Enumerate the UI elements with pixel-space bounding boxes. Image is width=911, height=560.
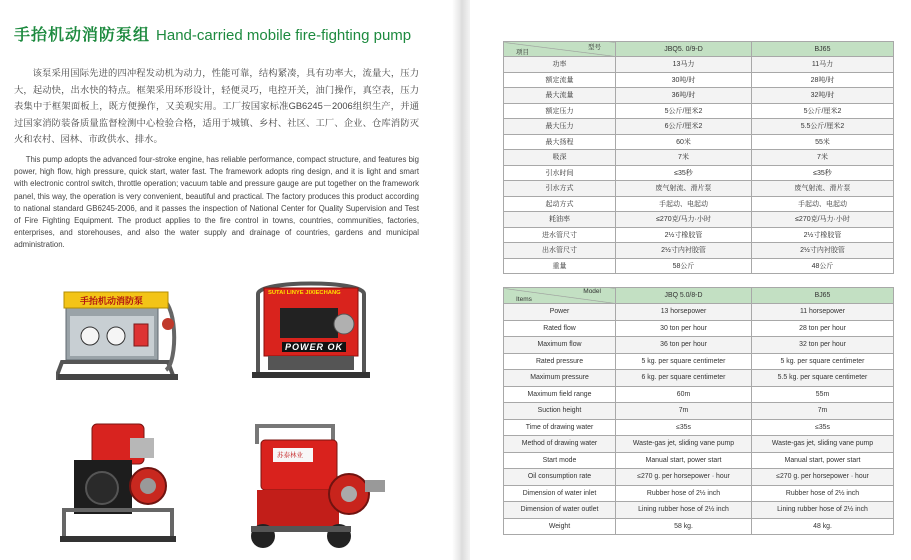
spec-en-row [504, 403, 894, 420]
spec-cn-value-cell: 废气射流、滑片泵 [616, 181, 752, 197]
spec-en-item-cell: Dimension of water outlet [504, 502, 616, 519]
spec-en-item-cell: Suction height [504, 403, 616, 420]
spec-cn-item-cell: 进水管尺寸 [504, 227, 616, 243]
spec-en-value-cell: 36 ton per hour [616, 337, 752, 354]
spec-cn-row [504, 88, 894, 104]
spec-en-model-header: BJ65 [752, 288, 894, 304]
spec-en-item-cell: Rated flow [504, 320, 616, 337]
spec-en-item-cell: Rated pressure [504, 353, 616, 370]
spec-cn-value-cell: 60米 [616, 134, 752, 150]
spec-en-corner-model-label: Model [583, 288, 601, 295]
spec-en-item-cell: Weight [504, 518, 616, 535]
spec-en-value-cell: 28 ton per hour [752, 320, 894, 337]
spec-cn-item-cell: 引水时间 [504, 165, 616, 181]
spec-cn-item-cell: 起动方式 [504, 196, 616, 212]
spec-en-row [504, 452, 894, 469]
page-title [14, 22, 426, 45]
spec-cn-item-cell: 最大压力 [504, 119, 616, 135]
spec-en-row [504, 518, 894, 535]
pump-photo-red-engine [60, 418, 176, 550]
spec-cn-model-header: JBQ5. 0/9-D [616, 42, 752, 57]
spec-cn-item-cell: 额定压力 [504, 103, 616, 119]
spec-cn-value-cell: 55米 [752, 134, 894, 150]
spec-en-row [504, 469, 894, 486]
spec-en-value-cell: ≤270 g. per horsepower · hour [616, 469, 752, 486]
pump-small-label: 苏泰林业 [277, 452, 303, 459]
spec-cn-value-cell: 32吨/时 [752, 88, 894, 104]
spec-en-value-cell: 7m [616, 403, 752, 420]
spec-en-value-cell: 5 kg. per square centimeter [616, 353, 752, 370]
spec-cn-item-cell: 额定流量 [504, 72, 616, 88]
spec-cn-value-cell: 废气射流、滑片泵 [752, 181, 894, 197]
spec-en-value-cell: 60m [616, 386, 752, 403]
spec-cn-value-cell: 48公斤 [752, 258, 894, 274]
spec-cn-item-cell: 引水方式 [504, 181, 616, 197]
spec-en-value-cell: Waste-gas jet, sliding vane pump [752, 436, 894, 453]
spec-en-row [504, 370, 894, 387]
spec-cn-value-cell: 28吨/时 [752, 72, 894, 88]
spec-cn-value-cell: 7米 [752, 150, 894, 166]
spec-cn-item-cell: 出水管尺寸 [504, 243, 616, 259]
spec-cn-value-cell: 5.5公斤/厘米2 [752, 119, 894, 135]
spec-table-chinese [503, 41, 894, 274]
spec-en-value-cell: ≤270 g. per horsepower · hour [752, 469, 894, 486]
spec-cn-value-cell: ≤35秒 [616, 165, 752, 181]
spec-cn-value-cell: 7米 [616, 150, 752, 166]
spec-cn-item-cell: 最大扬程 [504, 134, 616, 150]
spec-en-row [504, 436, 894, 453]
spec-en-row [504, 485, 894, 502]
pump-photo-jbq-frame [56, 278, 182, 390]
spec-cn-row [504, 258, 894, 274]
spec-en-value-cell: Lining rubber hose of 2½ inch [752, 502, 894, 519]
spec-en-value-cell: 7m [752, 403, 894, 420]
spec-en-value-cell: 30 ton per hour [616, 320, 752, 337]
spec-cn-value-cell: ≤270克/马力·小时 [616, 212, 752, 228]
spec-cn-row [504, 72, 894, 88]
spec-cn-value-cell: 36吨/时 [616, 88, 752, 104]
spec-cn-row [504, 165, 894, 181]
spec-en-value-cell: Rubber hose of 2½ inch [616, 485, 752, 502]
spec-cn-item-cell: 耗油率 [504, 212, 616, 228]
spec-en-item-cell: Oil consumption rate [504, 469, 616, 486]
spec-cn-corner-model-label: 型号 [588, 44, 601, 51]
spec-cn-value-cell: ≤270克/马力·小时 [752, 212, 894, 228]
spec-cn-value-cell: 13马力 [616, 57, 752, 73]
spec-cn-row [504, 243, 894, 259]
spec-cn-value-cell: 6公斤/厘米2 [616, 119, 752, 135]
spec-en-row [504, 419, 894, 436]
spec-cn-value-cell: 11马力 [752, 57, 894, 73]
spec-en-header-row [504, 288, 894, 304]
spec-en-row [504, 502, 894, 519]
spec-cn-item-cell: 最大流量 [504, 88, 616, 104]
spec-en-value-cell: 58 kg. [616, 518, 752, 535]
spec-cn-value-cell: 2½寸橡胶管 [616, 227, 752, 243]
spec-en-value-cell: Manual start, power start [616, 452, 752, 469]
spec-cn-value-cell: ≤35秒 [752, 165, 894, 181]
spec-en-row [504, 320, 894, 337]
intro-section [14, 22, 426, 252]
spec-en-value-cell: Manual start, power start [752, 452, 894, 469]
spec-en-corner-cell [504, 288, 616, 304]
spec-en-value-cell: 11 horsepower [752, 304, 894, 321]
title-english: Hand-carried mobile fire-fighting pump [156, 27, 412, 44]
spec-en-value-cell: ≤35s [752, 419, 894, 436]
spec-cn-row [504, 227, 894, 243]
spec-tables [503, 41, 893, 535]
spec-cn-value-cell: 2½寸内衬胶管 [752, 243, 894, 259]
pump-photo-red-wheels [237, 418, 387, 554]
spec-cn-value-cell: 2½寸内衬胶管 [616, 243, 752, 259]
spec-en-value-cell: 5.5 kg. per square centimeter [752, 370, 894, 387]
spec-cn-row [504, 181, 894, 197]
spec-cn-row [504, 119, 894, 135]
spec-en-value-cell: Waste-gas jet, sliding vane pump [616, 436, 752, 453]
title-chinese: 手抬机动消防泵组 [14, 27, 151, 44]
spec-cn-row [504, 150, 894, 166]
spec-cn-corner-cell [504, 42, 616, 57]
intro-paragraph-english: This pump adopts the advanced four-stroke engine, has reliable performance, compact structure, and features big power, high flow, high pressure, quick start, water fast. The framework adopts ring design, and it is light and smart with electronic control switch, throttle operation; vacuum table and pressure gauge are put together on the framework panel, this way, the operation is very convenient, beautiful and practical. The factory produces this product according to national standard GB6245-2006, and it passes the inspection of National Center for Quality Supervision and Test of Fire Fighting Equipment. The product applies to the fire control in towns, countries, communities, factories, enterprises, and storehouses, and also the water supply and drainage of countries, gardens and municipal administration. [14, 154, 419, 250]
spec-cn-value-cell: 手起动、电起动 [752, 196, 894, 212]
spec-en-item-cell: Time of drawing water [504, 419, 616, 436]
spec-en-item-cell: Maximum pressure [504, 370, 616, 387]
spec-en-value-cell: Rubber hose of 2½ inch [752, 485, 894, 502]
spec-cn-row [504, 196, 894, 212]
spec-cn-row [504, 103, 894, 119]
spec-en-value-cell: ≤35s [616, 419, 752, 436]
spec-en-value-cell: 48 kg. [752, 518, 894, 535]
spec-cn-value-cell: 5公斤/厘米2 [616, 103, 752, 119]
pump-photo-bj65-red [252, 274, 370, 384]
pump-brand-text: SUTAI LINYE JIXIECHANG [268, 290, 341, 296]
spec-cn-item-cell: 吸深 [504, 150, 616, 166]
spec-cn-item-cell: 重量 [504, 258, 616, 274]
spec-en-model-header: JBQ 5.0/8-D [616, 288, 752, 304]
spec-en-value-cell: 55m [752, 386, 894, 403]
intro-paragraph-chinese: 该泵采用国际先进的四冲程发动机为动力，性能可靠，结构紧凑，具有功率大，流量大，压力大，起动快，出水快的特点。框架采用环形设计，轻便灵巧，电控开关，油门操作，真空表，压力表集中于框架面板上，既方便操作，又美观实用。工厂按国家标准GB6245－2006组织生产，并通过国家消防装备质量监督检测中心检验合格，适用于城镇、乡村、社区、工厂、企业、仓库消防灭火和农村、园林、市政供水、排水。 [14, 68, 419, 145]
spec-en-value-cell: 5 kg. per square centimeter [752, 353, 894, 370]
spec-cn-header-row [504, 42, 894, 57]
spec-en-row [504, 353, 894, 370]
spec-en-item-cell: Method of drawing water [504, 436, 616, 453]
spec-en-row [504, 304, 894, 321]
spec-en-row [504, 337, 894, 354]
spec-cn-value-cell: 30吨/时 [616, 72, 752, 88]
pump-label-text: 手抬机动消防泵 [80, 296, 144, 306]
spec-en-corner-items-label: Items [516, 296, 532, 303]
spec-cn-row [504, 212, 894, 228]
spec-cn-corner-items-label: 项目 [516, 49, 529, 56]
spec-cn-value-cell: 58公斤 [616, 258, 752, 274]
spec-en-item-cell: Start mode [504, 452, 616, 469]
spec-cn-value-cell: 手起动、电起动 [616, 196, 752, 212]
spec-cn-model-header: BJ65 [752, 42, 894, 57]
spec-en-value-cell: 32 ton per hour [752, 337, 894, 354]
spec-en-item-cell: Maximum field range [504, 386, 616, 403]
spec-cn-value-cell: 2½寸橡胶管 [752, 227, 894, 243]
spec-en-value-cell: 6 kg. per square centimeter [616, 370, 752, 387]
spec-en-item-cell: Power [504, 304, 616, 321]
spec-table-english [503, 287, 894, 535]
spec-cn-row [504, 57, 894, 73]
spec-cn-value-cell: 5公斤/厘米2 [752, 103, 894, 119]
page-fold-shadow [452, 0, 470, 560]
spec-cn-item-cell: 功率 [504, 57, 616, 73]
spec-en-value-cell: 13 horsepower [616, 304, 752, 321]
spec-en-item-cell: Dimension of water inlet [504, 485, 616, 502]
spec-en-value-cell: Lining rubber hose of 2½ inch [616, 502, 752, 519]
spec-en-item-cell: Maximum flow [504, 337, 616, 354]
spec-en-row [504, 386, 894, 403]
power-ok-label: POWER OK [282, 342, 346, 352]
spec-cn-row [504, 134, 894, 150]
